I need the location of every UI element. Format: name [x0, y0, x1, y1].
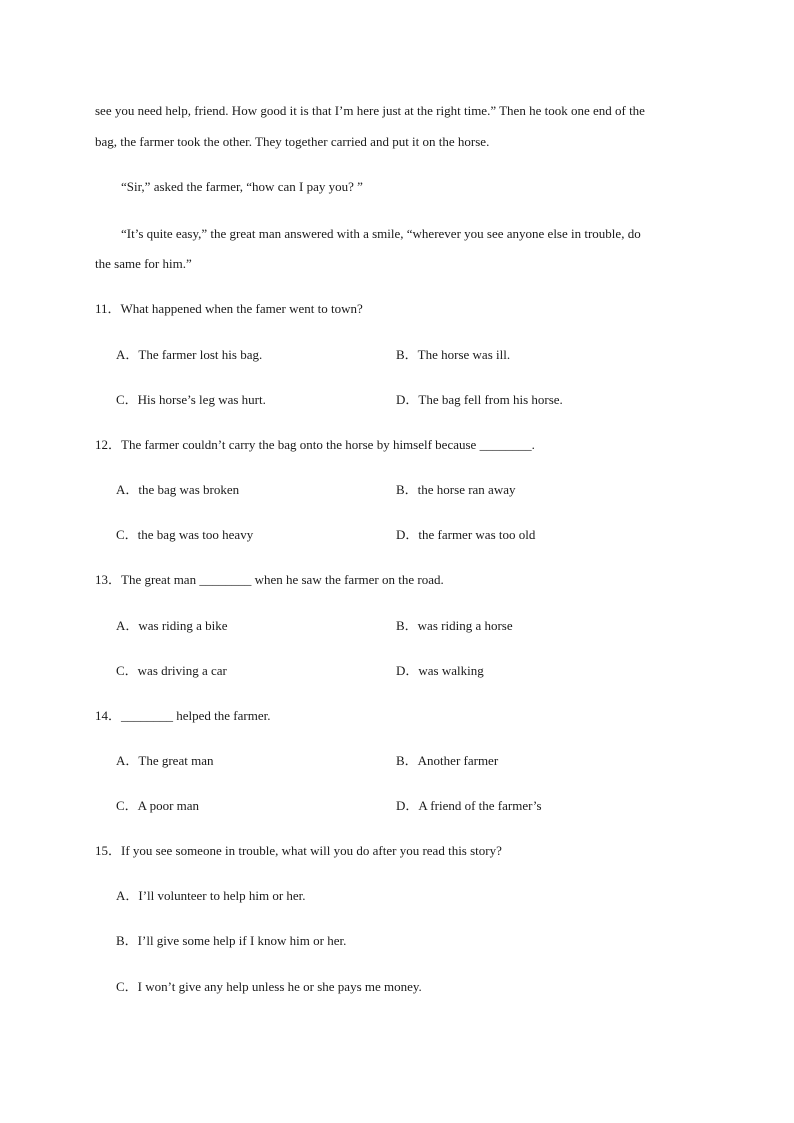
option-12-d[interactable]: D．the farmer was too old: [396, 527, 536, 542]
option-12-b[interactable]: B．the horse ran away: [396, 482, 516, 497]
option-14-b[interactable]: B．Another farmer: [396, 753, 499, 768]
option-13-c[interactable]: C．was driving a car: [116, 663, 227, 678]
passage-line: see you need help, friend. How good it is that I’m here just at the right time.” Then he took one end of the: [95, 103, 645, 118]
option-14-d[interactable]: D．A friend of the farmer’s: [396, 798, 542, 813]
option-12-a[interactable]: A．the bag was broken: [116, 482, 240, 497]
option-14-c[interactable]: C．A poor man: [116, 798, 200, 813]
passage-line: bag, the farmer took the other. They together carried and put it on the horse.: [95, 134, 490, 149]
question-stem-13: 13．The great man ________ when he saw the farmer on the road.: [95, 572, 444, 587]
option-13-d[interactable]: D．was walking: [396, 663, 484, 678]
passage-line: “Sir,” asked the farmer, “how can I pay you? ”: [121, 179, 363, 194]
option-11-c[interactable]: C．His horse’s leg was hurt.: [116, 392, 266, 407]
passage-line: the same for him.”: [95, 256, 192, 271]
option-11-d[interactable]: D．The bag fell from his horse.: [396, 392, 563, 407]
option-11-a[interactable]: A．The farmer lost his bag.: [116, 347, 263, 362]
option-15-c[interactable]: C．I won’t give any help unless he or she pays me money.: [116, 979, 422, 994]
question-stem-11: 11．What happened when the famer went to town?: [95, 301, 363, 316]
passage-line: “It’s quite easy,” the great man answered with a smile, “wherever you see anyone else in trouble, do: [121, 226, 641, 241]
option-12-c[interactable]: C．the bag was too heavy: [116, 527, 254, 542]
option-13-b[interactable]: B．was riding a horse: [396, 618, 513, 633]
question-stem-14: 14．________ helped the farmer.: [95, 708, 271, 723]
option-15-a[interactable]: A．I’ll volunteer to help him or her.: [116, 888, 306, 903]
option-15-b[interactable]: B．I’ll give some help if I know him or her.: [116, 933, 347, 948]
question-stem-15: 15．If you see someone in trouble, what will you do after you read this story?: [95, 843, 502, 858]
option-11-b[interactable]: B．The horse was ill.: [396, 347, 511, 362]
question-stem-12: 12．The farmer couldn’t carry the bag onto the horse by himself because ________.: [95, 437, 535, 452]
option-13-a[interactable]: A．was riding a bike: [116, 618, 228, 633]
option-14-a[interactable]: A．The great man: [116, 753, 214, 768]
